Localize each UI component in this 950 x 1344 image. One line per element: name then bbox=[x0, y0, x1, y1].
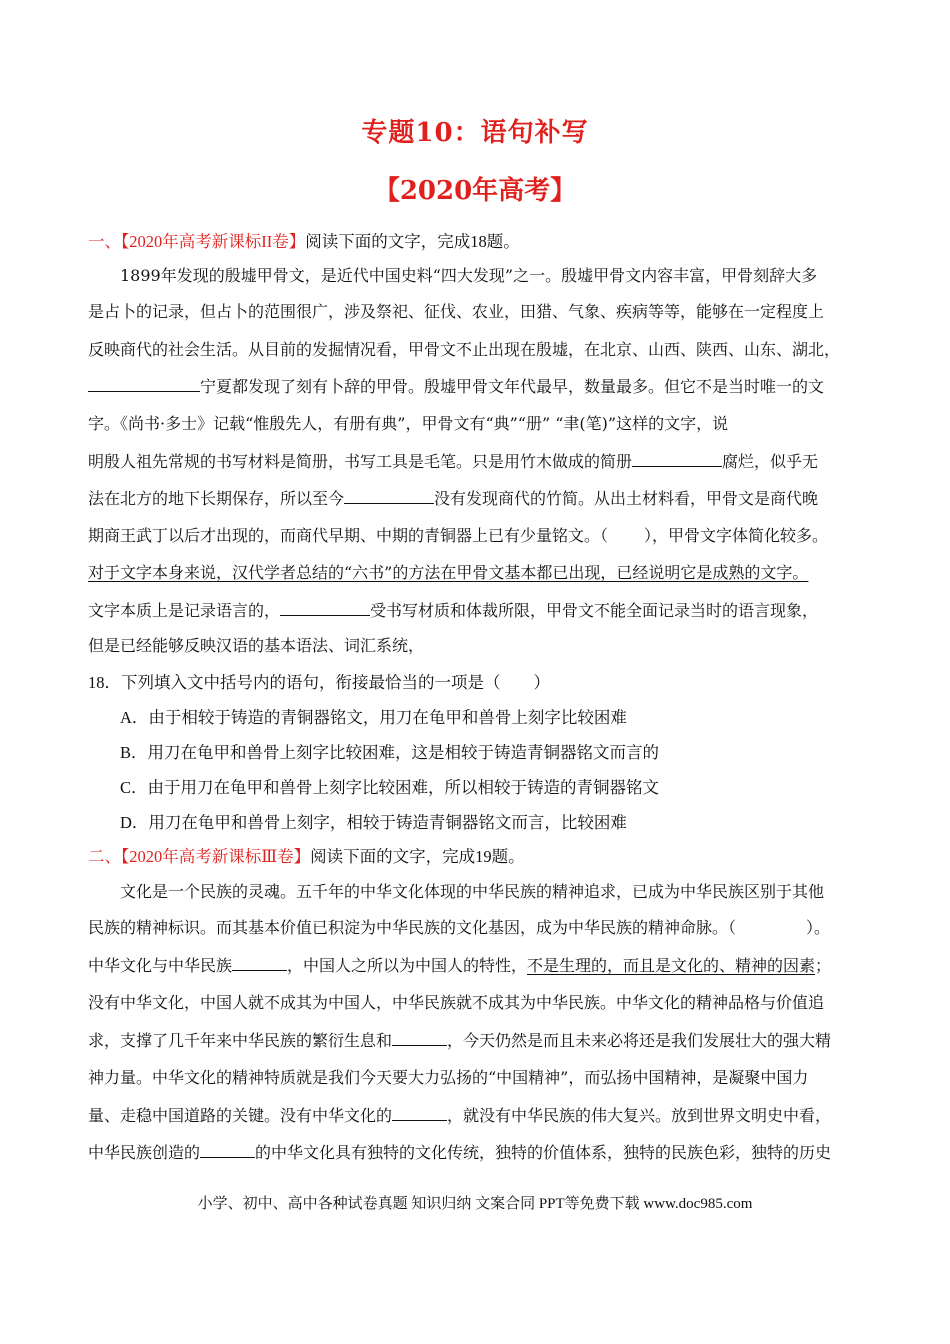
q1-header bbox=[88, 232, 520, 252]
q1-number: 一、 bbox=[88, 232, 121, 251]
q1-passage-line: 1899年发现的殷墟甲骨文，是近代中国史料“四大发现”之一。殷墟甲骨文内容丰富，甲骨刻辞大多 bbox=[120, 266, 818, 285]
q1-instruction: 阅读下面的文字，完成18题。 bbox=[305, 232, 520, 251]
q1-option-d[interactable]: D．用刀在龟甲和兽骨上刻字，相较于铸造青铜器铭文而言，比较困难 bbox=[120, 813, 627, 832]
q2-underlined-phrase: 不是生理的，而且是文化的、精神的因素 bbox=[527, 956, 816, 975]
q1-passage-line: 明殷人祖先常规的书写材料是简册，书写工具是毛笔。只是用竹木做成的简册 腐烂，似乎无 bbox=[88, 452, 819, 471]
answer-blank[interactable] bbox=[632, 452, 722, 467]
q2-instruction: 阅读下面的文字，完成19题。 bbox=[310, 847, 525, 866]
answer-blank[interactable] bbox=[200, 1143, 255, 1158]
q2-passage-line: 民族的精神标识。而其基本价值已积淀为中华民族的文化基因，成为中华民族的精神命脉。（ ）。 bbox=[88, 918, 831, 937]
q1-question: 18．下列填入文中括号内的语句，衔接最恰当的一项是（ ） bbox=[88, 673, 550, 692]
q2-header bbox=[88, 847, 525, 867]
page-footer[interactable]: 小学、初中、高中各种试卷真题 知识归纳 文案合同 PPT等免费下载 www.doc985.com bbox=[197, 1196, 753, 1212]
q2-passage-line: 求，支撑了几千年来中华民族的繁衍生息和 ，今天仍然是而且未来必将还是我们发展壮大的强大精 bbox=[88, 1031, 832, 1050]
answer-blank[interactable] bbox=[232, 956, 287, 971]
q1-source: 【2020年高考新课标II卷】 bbox=[121, 232, 306, 251]
q1-passage-line: 文字本质上是记录语言的， 受书写材质和体裁所限，甲骨文不能全面记录当时的语言现象， bbox=[88, 601, 819, 620]
q2-passage-line: 没有中华文化，中国人就不成其为中国人，中华民族就不成其为中华民族。中华文化的精神品格与价值追 bbox=[88, 993, 825, 1012]
q2-passage-line: 量、走稳中国道路的关键。没有中华文化的 ，就没有中华民族的伟大复兴。放到世界文明史中看， bbox=[88, 1106, 832, 1125]
q1-passage-line: 法在北方的地下长期保存，所以至今 没有发现商代的竹简。从出土材料看，甲骨文是商代晚 bbox=[88, 489, 819, 508]
q1-option-a[interactable]: A．由于相较于铸造的青铜器铭文，用刀在龟甲和兽骨上刻字比较困难 bbox=[120, 708, 627, 727]
answer-blank[interactable] bbox=[392, 1106, 447, 1121]
q1-underlined-sentence: 对于文字本身来说，汉代学者总结的“六书”的方法在甲骨文基本都已出现，已经说明它是成熟的文字。 bbox=[88, 563, 809, 582]
q2-number: 二、 bbox=[88, 847, 121, 866]
answer-blank[interactable] bbox=[88, 377, 200, 392]
q2-passage-line: 中华文化与中华民族 ，中国人之所以为中国人的特性，不是生理的，而且是文化的、精神的因素； bbox=[88, 956, 832, 975]
q1-option-c[interactable]: C．由于用刀在龟甲和兽骨上刻字比较困难，所以相较于铸造的青铜器铭文 bbox=[120, 778, 660, 797]
q2-passage-line: 文化是一个民族的灵魂。五千年的中华文化体现的中华民族的精神追求，已成为中华民族区别于其他 bbox=[120, 882, 825, 901]
q1-option-b[interactable]: B．用刀在龟甲和兽骨上刻字比较困难，这是相较于铸造青铜器铭文而言的 bbox=[120, 743, 660, 762]
answer-blank[interactable] bbox=[392, 1031, 447, 1046]
q1-passage-line: 是占卜的记录，但占卜的范围很广，涉及祭祀、征伐、农业，田猎、气象、疾病等等，能够在一定程度上 bbox=[88, 302, 825, 321]
q2-source: 【2020年高考新课标Ⅲ卷】 bbox=[121, 847, 311, 866]
q1-passage-line: 宁夏都发现了刻有卜辞的甲骨。殷墟甲骨文年代最早，数量最多。但它不是当时唯一的文 bbox=[88, 377, 824, 397]
answer-blank[interactable] bbox=[280, 601, 370, 616]
q1-passage-line: 字。《尚书·多士》记载“惟殷先人，有册有典”，甲骨文有“典”“册” “聿(笔)”这样的文字，说 bbox=[88, 414, 729, 433]
q1-passage-line: 期商王武丁以后才出现的，而商代早期、中期的青铜器上已有少量铭文。（ ），甲骨文字体简化较多。 bbox=[88, 526, 829, 545]
page-title: 专题10：语句补写 bbox=[361, 118, 589, 148]
q1-passage-line: 但是已经能够反映汉语的基本语法、词汇系统， bbox=[88, 636, 425, 655]
q2-passage-line: 神力量。中华文化的精神特质就是我们今天要大力弘扬的“中国精神”，而弘扬中国精神，是凝聚中国力 bbox=[88, 1068, 809, 1087]
answer-blank[interactable] bbox=[344, 489, 434, 504]
q2-passage-line: 中华民族创造的 的中华文化具有独特的文化传统，独特的价值体系，独特的民族色彩，独特的历史 bbox=[88, 1143, 832, 1162]
q1-passage-line: 反映商代的社会生活。从目前的发掘情况看，甲骨文不止出现在殷墟，在北京、山西、陕西、山东、湖北， bbox=[88, 340, 841, 359]
page-subtitle: 【2020年高考】 bbox=[373, 176, 577, 206]
